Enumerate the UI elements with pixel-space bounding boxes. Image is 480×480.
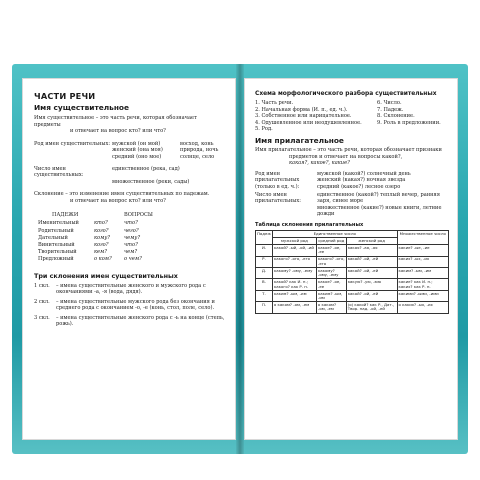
book-spine <box>236 64 244 454</box>
declension-item: 2 скл. – имена существительные мужского рода без окончания и среднего рода с окончанием -о, -е (конь, стол, поле, село). <box>34 298 215 312</box>
adjective-number-block: Число имен прилагательных: единственное (какой?) теплый вечер, ранняя заря, синее море множественное (какие?) новые книги, летние дожди <box>255 191 442 218</box>
page-title: ЧАСТИ РЕЧИ <box>34 91 96 101</box>
case-row: Родительный кого? чего? <box>38 227 139 234</box>
declension-item: 3 скл. – имена существительные женского рода с -ь на конце (степь, рожь). <box>34 314 225 328</box>
cases-header: ПАДЕЖИ ВОПРОСЫ <box>52 212 153 219</box>
adjective-definition: Имя прилагательное – это часть речи, которая обозначает признаки предметов и отвечает на вопросы какой?, какая?, какое?, какие? <box>255 146 442 167</box>
declension-definition: Склонение – это изменение имен существительных по падежам. и отвечает на вопрос кто? или что? <box>34 191 210 204</box>
table-row: И. какой? -ый, -ой, -ий какое? -ое, -ее какая? -ая, -яя какие? -ые, -ие <box>256 245 449 256</box>
adjective-heading: Имя прилагательное <box>255 135 344 145</box>
table-row: П. о каком? -ом, -ем о каком? -ом, -ем (о) какой? как Р., Дат., Твор. пад. -ой, -ей о каких? -ых, -их <box>256 302 449 313</box>
table-header-row: Падеж Единственное число Множественное число <box>256 231 449 238</box>
table-row: Д. какому? -ому, -ему какому? -ому, -ему какой? -ой, -ей каким? -ым, -им <box>256 268 449 279</box>
noun-heading: Имя существительное <box>34 103 130 112</box>
table-subheader-row: мужской род средний род женский род <box>256 238 449 245</box>
scheme-title: Схема морфологического разбора существительных <box>255 91 437 97</box>
left-page <box>22 78 236 440</box>
adjective-gender-block: Род имен прилагательных (только в ед. ч.): мужской (какой?) солнечный день женский (какая?) ночная звезда средний (какое?) лесное озеро <box>255 170 411 190</box>
noun-gender-block: Род имен существительных: мужской (он мой) восход, конь женский (она моя) природа, ночь средний (оно мое) солнце, село <box>34 140 219 160</box>
case-row: Именительный кто? что? <box>38 220 138 227</box>
case-row: Винительный кого? что? <box>38 241 138 248</box>
table-title: Таблица склонения прилагательных <box>255 221 364 228</box>
table-row: Т. каким? -ым, -им каким? -ым, -им какой? -ой, -ей какими? -ыми, -ими <box>256 290 449 301</box>
table-row: В. какой? как И. п.; какого? как Р. п. какое? -ое, -ее какую? -ую, -юю какие? как И. п.; каких? как Р. п. <box>256 279 449 290</box>
cases-list <box>34 220 225 263</box>
noun-number-block: Число имен существительных: единственное (река, сад) множественное (реки, сады) <box>34 166 190 185</box>
case-row: Дательный кому? чему? <box>38 234 141 241</box>
declension-item: 1 скл. – имена существительные женского и мужского рода с окончаниями -а, -я (вода, дядя). <box>34 282 206 296</box>
case-row: Предложный о ком? о чем? <box>38 255 142 262</box>
table-row: Р. какого? -ого, -его какого? -ого, -его какой? -ой, -ей каких? -ых, -их <box>256 256 449 267</box>
three-declensions-heading: Три склонения имен существительных <box>34 271 178 280</box>
case-row: Творительный кем? чем? <box>38 248 138 255</box>
scheme-list: 1. Часть речи. 2. Начальная форма (И. п., ед. ч.). 3. Собственное или нарицательное. 4. Одушевленное или неодушевленное. 5. Род. 6. Число. 7. Падеж. 8. Склонение. 9. Роль в предложении. <box>255 100 441 133</box>
adjective-declension-table <box>255 230 449 313</box>
right-page <box>244 78 458 440</box>
declensions-list <box>34 283 225 328</box>
noun-definition: Имя существительное – это часть речи, которая обозначает предметы и отвечает на вопрос кто? или что? <box>34 115 197 135</box>
